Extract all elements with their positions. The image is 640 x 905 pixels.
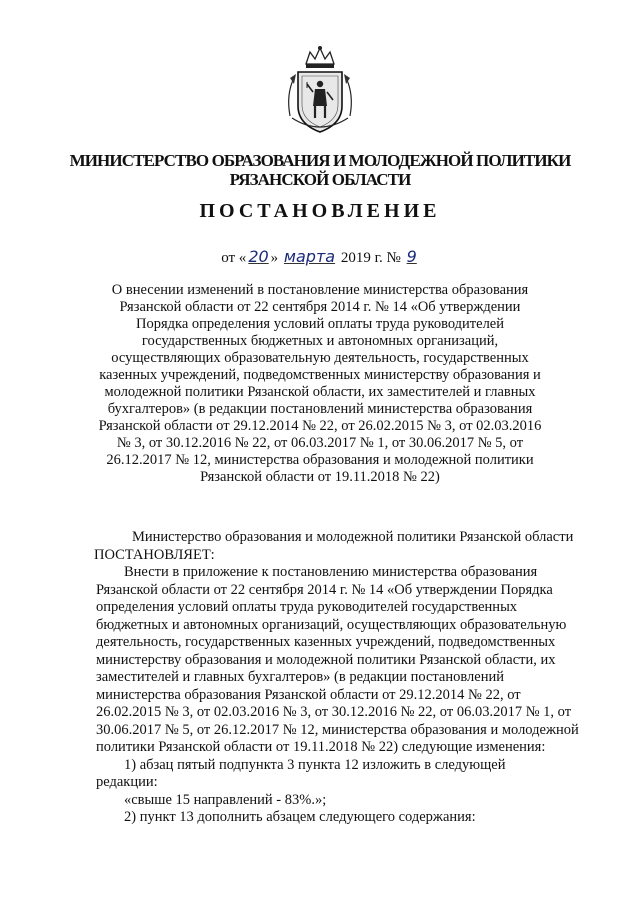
body-line: заместителей и главных бухгалтеров» (в редакции постановлений — [96, 669, 504, 685]
body-line: «свыше 15 направлений - 83%.»; — [124, 791, 327, 808]
ministry-name-line-1: МИНИСТЕРСТВО ОБРАЗОВАНИЯ И МОЛОДЕЖНОЙ ПОЛИТИКИ — [69, 151, 571, 170]
body-line: 30.06.2017 № 5, от 26.12.2017 № 12, министерства образования и молодежной — [96, 721, 579, 738]
document-number-handwritten: 9 — [406, 247, 417, 266]
body-line: Министерство образования и молодежной политики Рязанской области — [132, 529, 574, 545]
subject-line: Рязанской области от 19.11.2018 № 22) — [200, 469, 440, 485]
body-line: бюджетных и автономных организаций, осуществляющих образовательную — [96, 616, 567, 633]
date-month-handwritten: марта — [283, 247, 336, 266]
ryazan-coat-of-arms-emblem — [282, 44, 358, 136]
body-line: деятельность, государственных казенных учреждений, подведомственных — [96, 634, 556, 650]
subject-line: Рязанской области от 29.12.2014 № 22, от 26.02.2015 № 3, от 02.03.2016 — [98, 418, 542, 434]
body-line: Рязанской области от 22 сентября 2014 г. № 14 «Об утверждении Порядка — [96, 581, 553, 598]
body-line: редакции: — [96, 774, 158, 790]
subject-line: государственных бюджетных и автономных организаций, — [141, 333, 499, 349]
body-line: 1) абзац пятый подпункта 3 пункта 12 изложить в следующей — [124, 756, 506, 773]
body-line: политики Рязанской области от 19.11.2018 № 22) следующие изменения: — [96, 739, 546, 755]
document-title: ПОСТАНОВЛЕНИЕ — [199, 200, 441, 222]
subject-line: № 3, от 30.12.2016 № 22, от 06.03.2017 № 1, от 30.06.2017 № 5, от — [116, 435, 524, 451]
subject-line: Рязанской области от 22 сентября 2014 г. № 14 «Об утверждении — [119, 299, 521, 315]
body-line: Внести в приложение к постановлению министерства образования — [124, 564, 538, 580]
date-year: 2019 г. № — [337, 250, 405, 266]
body-line: ПОСТАНОВЛЯЕТ: — [94, 546, 215, 563]
date-line — [0, 247, 640, 267]
subject-line: казенных учреждений, подведомственных министерству образования и — [99, 367, 541, 383]
subject-line: бухгалтеров» (в редакции постановлений министерства образования — [107, 401, 533, 417]
body-line: министерству образования и молодежной политики Рязанской области, их — [96, 651, 556, 668]
date-quote-close: » — [270, 250, 282, 266]
body-line: 2) пункт 13 дополнить абзацем следующего содержания: — [124, 809, 476, 825]
document-body — [96, 529, 596, 827]
subject-line: молодежной политики Рязанской области, их заместителей и главных — [104, 384, 536, 400]
document-subject — [70, 282, 570, 486]
ministry-name-line-2: РЯЗАНСКОЙ ОБЛАСТИ — [229, 170, 411, 189]
body-line: 26.02.2015 № 3, от 02.03.2016 № 3, от 30.12.2016 № 22, от 06.03.2017 № 1, от — [96, 704, 572, 720]
body-line: министерства образования Рязанской области от 29.12.2014 № 22, от — [96, 686, 521, 703]
subject-line: 26.12.2017 № 12, министерства образования и молодежной политики — [106, 452, 534, 468]
date-day-handwritten: 20 — [248, 247, 269, 266]
date-prefix: от « — [221, 250, 247, 266]
body-line: определения условий оплаты труда руководителей государственных — [96, 599, 518, 615]
subject-line: Порядка определения условий оплаты труда руководителей — [135, 316, 504, 332]
subject-line: осуществляющих образовательную деятельность, государственных — [111, 350, 529, 366]
subject-line: О внесении изменений в постановление министерства образования — [111, 282, 529, 298]
